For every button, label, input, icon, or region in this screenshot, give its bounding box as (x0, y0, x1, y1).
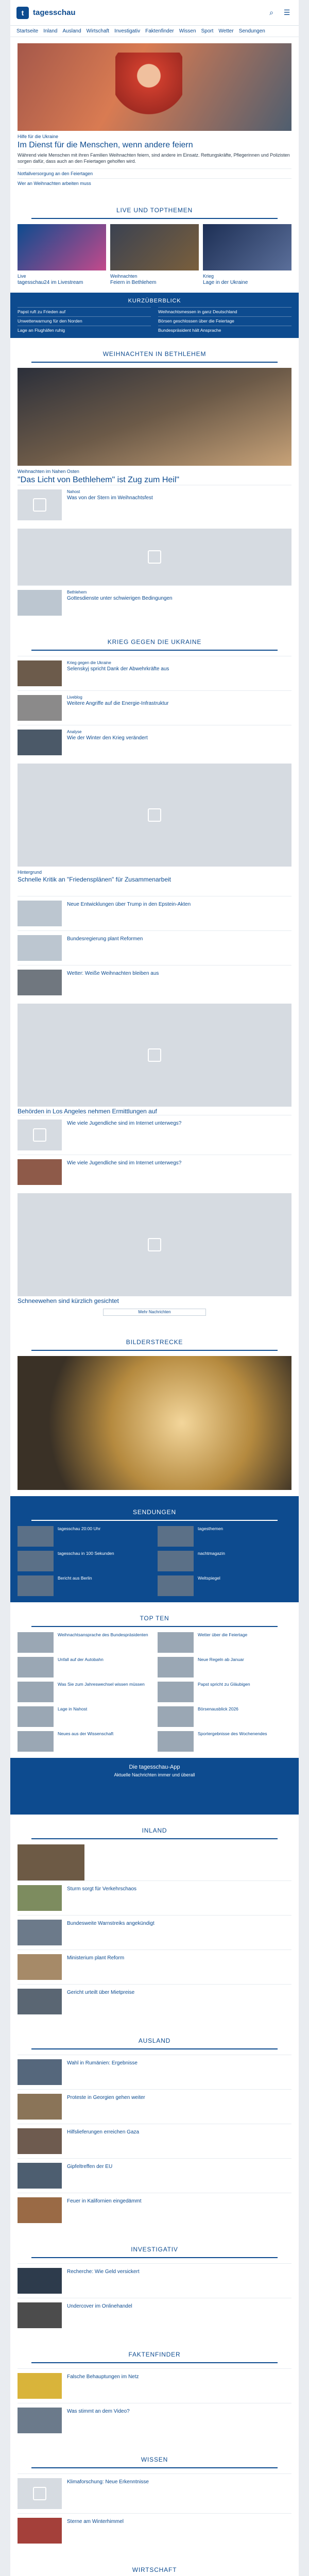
broadcast-item[interactable]: tagesschau in 100 Sekunden (18, 1551, 151, 1571)
list-item[interactable]: Ministerium plant Reform (18, 1950, 291, 1984)
ticker-title: KURZÜBERBLICK (128, 297, 181, 304)
topic-headline[interactable]: Schneewehen sind kürzlich gesichtet (18, 1297, 119, 1304)
nav-item[interactable]: Faktenfinder (145, 28, 174, 34)
top-item[interactable]: Sportergebnisse des Wochenendes (158, 1731, 291, 1752)
top-item[interactable]: Neue Regeln ab Januar (158, 1657, 291, 1677)
ticker-item[interactable]: Unwetterwarnung für den Norden (18, 316, 151, 324)
list-item[interactable]: Feuer in Kalifornien eingedämmt (18, 2193, 291, 2227)
list-item[interactable]: Gipfeltreffen der EU (18, 2158, 291, 2193)
section-title: TOP TEN (31, 1608, 278, 1627)
menu-icon[interactable]: ☰ (283, 8, 290, 16)
list-item[interactable]: Krieg gegen die Ukraine Selenskyj spricht Dank der Abwehrkräfte aus (18, 656, 291, 690)
list-item[interactable]: Klimaforschung: Neue Erkenntnisse (18, 2473, 291, 2513)
broadcast-item[interactable]: nachtmagazin (158, 1551, 291, 1571)
region-section (10, 1815, 299, 2025)
video-placeholder[interactable] (18, 1004, 291, 1107)
top-item[interactable]: Börsenausblick 2026 (158, 1706, 291, 1727)
top-item[interactable]: Neues aus der Wissenschaft (18, 1731, 151, 1752)
list-item[interactable]: Wie viele Jugendliche sind im Internet unterwegs? (18, 1115, 291, 1155)
topic-headline[interactable]: "Das Licht von Bethlehem" ist Zug zum Heil" (18, 475, 180, 484)
nav-item[interactable]: Sendungen (238, 28, 265, 34)
video-placeholder[interactable] (18, 764, 291, 867)
live-card[interactable]: Live tagesschau24 im Livestream (18, 224, 106, 286)
top-item[interactable]: Lage in Nahost (18, 1706, 151, 1727)
region-section (10, 2025, 299, 2233)
list-item[interactable]: Sturm sorgt für Verkehrschaos (18, 1880, 291, 1915)
top-item[interactable]: Papst spricht zu Gläubigen (158, 1682, 291, 1702)
list-item[interactable]: Analyse Wie der Winter den Krieg verändert (18, 725, 291, 759)
region-section (10, 2338, 299, 2444)
top-item[interactable]: Wetter über die Feiertage (158, 1632, 291, 1653)
topic-headline[interactable]: Behörden in Los Angeles nehmen Ermittlungen auf (18, 1107, 157, 1115)
list-item[interactable]: Hilfslieferungen erreichen Gaza (18, 2124, 291, 2158)
section-title: WISSEN (31, 2450, 278, 2468)
topic-image[interactable] (18, 368, 291, 466)
region-section (10, 2233, 299, 2338)
video-placeholder[interactable] (18, 1193, 291, 1296)
broadcast-item[interactable]: tagesthemen (158, 1526, 291, 1547)
related-link[interactable]: Notfallversorgung an den Feiertagen (18, 168, 291, 178)
list-item[interactable]: Neue Entwicklungen über Trump in den Epstein-Akten (18, 896, 291, 930)
section-title: AUSLAND (31, 2031, 278, 2049)
more-button[interactable]: Mehr Nachrichten (103, 1309, 206, 1316)
region-image[interactable] (18, 1844, 84, 1880)
nav-item[interactable]: Investigativ (114, 28, 141, 34)
lead-headline[interactable]: Im Dienst für die Menschen, wenn andere feiern (18, 141, 193, 149)
list-item[interactable]: Wahl in Rumänien: Ergebnisse (18, 2055, 291, 2089)
section-title: WEIHNACHTEN IN BETHLEHEM (31, 344, 278, 363)
topic-section (10, 338, 299, 626)
section-title: FAKTENFINDER (31, 2345, 278, 2363)
nav-item[interactable]: Wetter (218, 28, 234, 34)
nav-item[interactable]: Wissen (179, 28, 196, 34)
main-column (10, 0, 299, 2576)
lead-story (10, 37, 299, 194)
nav-item[interactable]: Ausland (62, 28, 81, 34)
top-item[interactable]: Unfall auf der Autobahn (18, 1657, 151, 1677)
broadcasts-section (10, 1496, 299, 1602)
list-item[interactable]: Was stimmt an dem Video? (18, 2403, 291, 2437)
top-item[interactable]: Was Sie zum Jahreswechsel wissen müssen (18, 1682, 151, 1702)
nav-item[interactable]: Sport (201, 28, 214, 34)
nav-item[interactable]: Wirtschaft (86, 28, 110, 34)
list-item[interactable]: Liveblog Weitere Angriffe auf die Energie-Infrastruktur (18, 690, 291, 725)
section-title: BILDERSTRECKE (31, 1332, 278, 1351)
more-news (10, 890, 299, 1327)
lead-teaser: Während viele Menschen mit ihren Familien Weihnachten feiern, sind andere im Einsatz. Rettungskräfte, Pflegerinnen und Polizisten sorgen dafür, dass auch an den Feiertagen geholfen wird. (18, 152, 290, 164)
list-item[interactable]: Wie viele Jugendliche sind im Internet unterwegs? (18, 1155, 291, 1189)
gallery-section (10, 1326, 299, 1496)
list-item[interactable]: Wetter: Weiße Weihnachten bleiben aus (18, 965, 291, 999)
list-item[interactable]: Gericht urteilt über Mietpreise (18, 1984, 291, 2019)
live-section (10, 194, 299, 293)
section-title: INLAND (31, 1821, 278, 1839)
ticker-item[interactable]: Weihnachtsmessen in ganz Deutschland (158, 307, 291, 314)
ticker-item[interactable]: Papst ruft zu Frieden auf (18, 307, 151, 314)
lead-image[interactable] (18, 43, 291, 131)
topic-kicker: Weihnachten im Nahen Osten (18, 468, 79, 474)
news-ticker (10, 293, 299, 338)
ticker-item[interactable]: Bundespräsident hält Ansprache (158, 326, 291, 333)
section-title: LIVE UND TOPTHEMEN (31, 200, 278, 219)
list-item[interactable]: Sterne am Winterhimmel (18, 2513, 291, 2548)
nav-item[interactable]: Startseite (16, 28, 39, 34)
region-section (10, 2554, 299, 2576)
topic-section: KRIEG GEGEN DIE UKRAINE Krieg gegen die Ukraine Selenskyj spricht Dank der Abwehrkräfte aus Liveblog Weitere Angriffe auf die Energie-Infrastruktur Analyse Wie der Winter den Krieg verändert Hintergrund Schnelle Kritik an "Friedensplänen" für Zusammenarbeit (10, 626, 299, 889)
list-item[interactable]: Bundesregierung plant Reformen (18, 930, 291, 965)
broadcast-item[interactable]: Bericht aus Berlin (18, 1575, 151, 1596)
list-item[interactable]: Falsche Behauptungen im Netz (18, 2368, 291, 2403)
broadcast-item[interactable]: tagesschau 20:00 Uhr (18, 1526, 151, 1547)
list-item[interactable]: Proteste in Georgien gehen weiter (18, 2089, 291, 2124)
section-title: INVESTIGATIV (31, 2240, 278, 2258)
top-ten-section (10, 1602, 299, 1758)
region-section (10, 2444, 299, 2554)
list-item[interactable]: Bundesweite Warnstreiks angekündigt (18, 1915, 291, 1950)
video-placeholder[interactable] (18, 529, 291, 585)
logo-mark[interactable]: t (16, 7, 29, 19)
search-icon[interactable]: ⌕ (269, 8, 273, 16)
section-title: KRIEG GEGEN DIE UKRAINE (31, 632, 278, 651)
lead-kicker: Hilfe für die Ukraine (18, 134, 59, 139)
nav-item[interactable]: Inland (43, 28, 58, 34)
lead-links (18, 168, 291, 188)
related-link[interactable]: Wer an Weihnachten arbeiten muss (18, 178, 291, 188)
list-item[interactable]: Recherche: Wie Geld versickert (18, 2263, 291, 2298)
section-title: SENDUNGEN (31, 1502, 278, 1521)
list-item[interactable]: Nahost Was von der Stern im Weihnachtsfest (18, 485, 291, 524)
app-promo[interactable]: Die tagesschau-App Aktuelle Nachrichten immer und überall (10, 1758, 299, 1815)
section-title: WIRTSCHAFT (31, 2560, 278, 2576)
live-card[interactable]: Krieg Lage in der Ukraine (203, 224, 291, 286)
topic-headline[interactable]: Schnelle Kritik an "Friedensplänen" für Zusammenarbeit (18, 876, 171, 884)
live-card[interactable]: Weihnachten Feiern in Bethlehem (110, 224, 199, 286)
broadcast-item[interactable]: Weltspiegel (158, 1575, 291, 1596)
ticker-item[interactable]: Börsen geschlossen über die Feiertage (158, 316, 291, 324)
list-item[interactable]: Undercover im Onlinehandel (18, 2298, 291, 2332)
top-header (10, 0, 299, 26)
list-item[interactable]: Bethlehem Gottesdienste unter schwierigen Bedingungen (18, 585, 291, 620)
ticker-item[interactable]: Lage an Flughäfen ruhig (18, 326, 151, 333)
main-nav (10, 26, 299, 37)
logo-text[interactable]: tagesschau (33, 8, 76, 17)
top-item[interactable]: Weihnachtsansprache des Bundespräsidenten (18, 1632, 151, 1653)
gallery-image[interactable] (18, 1356, 291, 1490)
